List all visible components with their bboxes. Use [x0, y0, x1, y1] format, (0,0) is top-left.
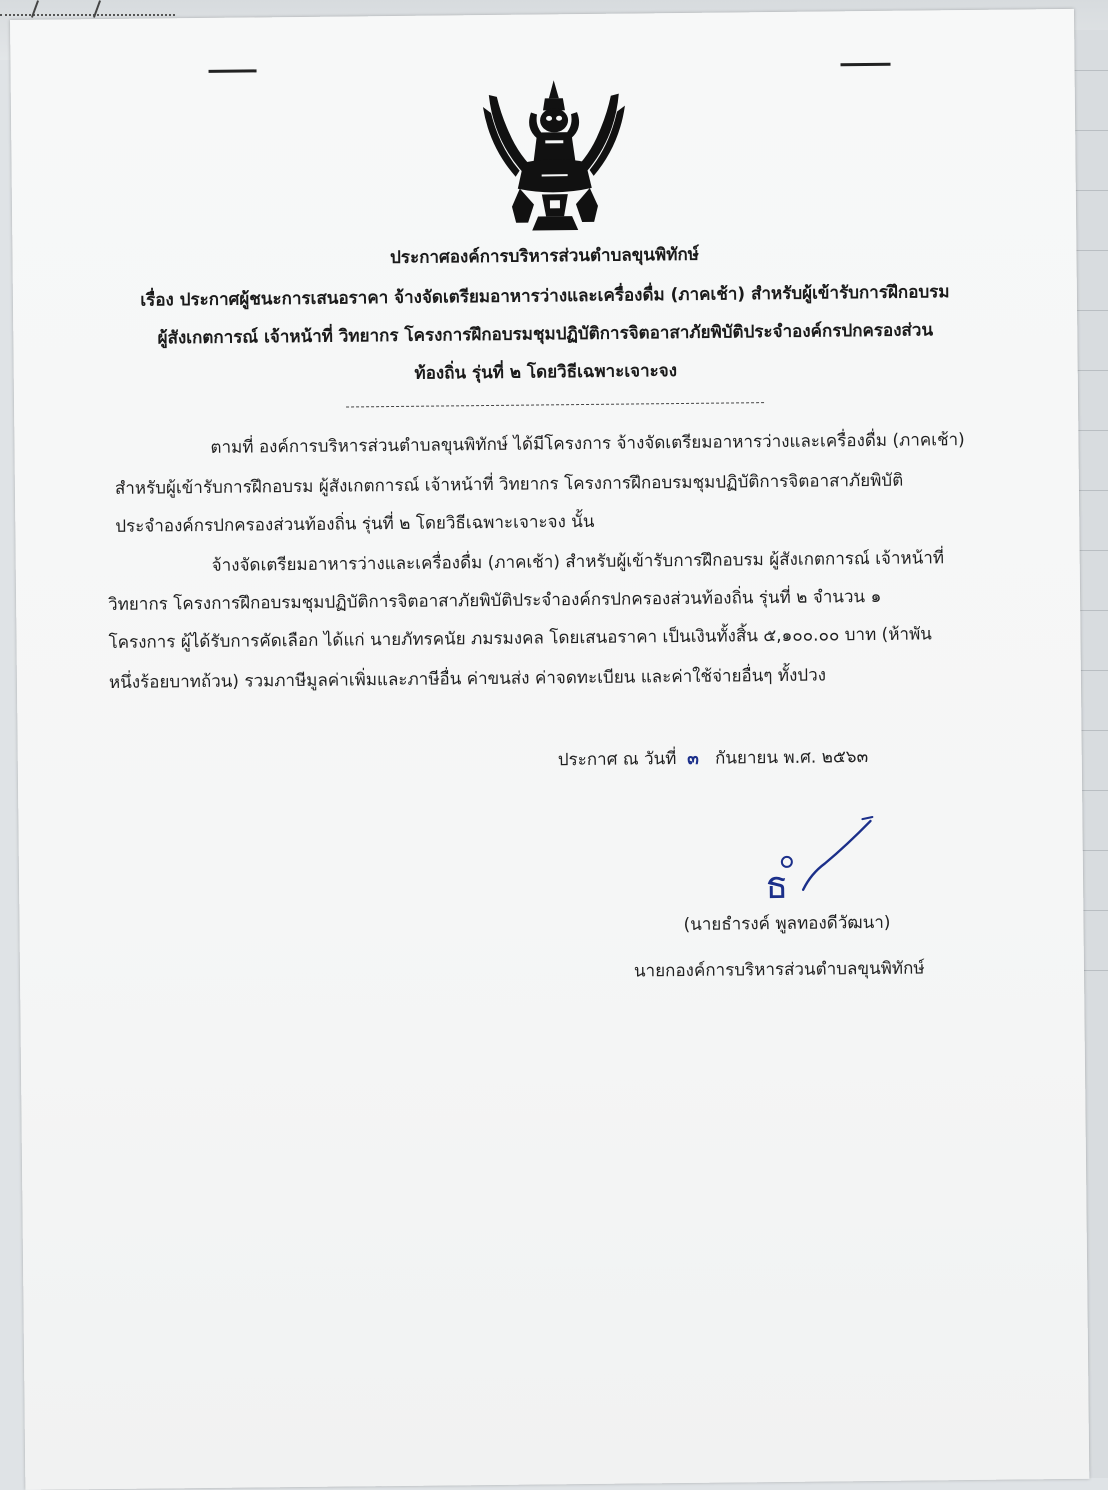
- underlying-dotted-line: [0, 0, 175, 16]
- announcement-header: ประกาศองค์การบริหารส่วนตำบลขุนพิทักษ์: [389, 244, 700, 269]
- signatory-position: นายกองค์การบริหารส่วนตำบลขุนพิทักษ์: [633, 958, 925, 982]
- paragraph2-line-2: วิทยากร โครงการฝึกอบรมชุมปฏิบัติการจิตอาสาภัยพิบัติประจำองค์กรปกครองส่วนท้องถิ่น รุ่นที่ ๒ จำนวน ๑: [108, 586, 882, 616]
- paragraph2-line-3: โครงการ ผู้ได้รับการคัดเลือก ได้แก่ นายภัทรคนัย ภมรมงคล โดยเสนอราคา เป็นเงินทั้งสิ้น ๕,๑๐๐.๐๐ บาท (ห้าพัน: [108, 624, 932, 654]
- announcement-date: [558, 743, 869, 773]
- separator-dashed-rule: [346, 402, 764, 408]
- date-month-year: กันยายน พ.ศ. ๒๕๖๓: [714, 747, 869, 769]
- subject-line-2: ผู้สังเกตการณ์ เจ้าหน้าที่ วิทยากร โครงการฝึกอบรมชุมปฏิบัติการจิตอาสาภัยพิบัติประจำองค์กรปกครองส่วน: [157, 320, 934, 349]
- date-prefix: ประกาศ ณ วันที่: [557, 749, 677, 771]
- garuda-emblem-icon: [479, 76, 631, 236]
- signature-initial: ธ: [764, 862, 789, 908]
- paragraph2-line-1: จ้างจัดเตรียมอาหารว่างและเครื่องดื่ม (ภาคเช้า) สำหรับผู้เข้ารับการฝึกอบรม ผู้สังเกตการณ์ เจ้าหน้าที่: [211, 548, 945, 576]
- paragraph1-line-3: ประจำองค์กรปกครองส่วนท้องถิ่น รุ่นที่ ๒ โดยวิธีเฉพาะเจาะจง นั้น: [115, 511, 595, 537]
- subject-line-1: เรื่อง ประกาศผู้ชนะการเสนอราคา จ้างจัดเตรียมอาหารว่างและเครื่องดื่ม (ภาคเช้า) สำหรับผู้เข้ารับการฝึกอบรม: [140, 282, 950, 311]
- paragraph1-line-2: สำหรับผู้เข้ารับการฝึกอบรม ผู้สังเกตการณ์ เจ้าหน้าที่ วิทยากร โครงการฝึกอบรมชุมปฏิบัติการจิตอาสาภัยพิบัติ: [114, 470, 904, 499]
- handwritten-signature: [750, 801, 881, 912]
- signatory-name: (นายธำรงค์ พูลทองดีวัฒนา): [683, 912, 891, 935]
- paragraph1-line-1: ตามที่ องค์การบริหารส่วนตำบลขุนพิทักษ์ ได้มีโครงการ จ้างจัดเตรียมอาหารว่างและเครื่องดื่ม (ภาคเช้า): [210, 430, 965, 458]
- announcement-page: [10, 9, 1089, 1490]
- paragraph2-line-4: หนึ่งร้อยบาทถ้วน) รวมภาษีมูลค่าเพิ่มและภาษีอื่น ค่าขนส่ง ค่าจดทะเบียน และค่าใช้จ่ายอื่นๆ ทั้งปวง: [108, 665, 827, 693]
- subject-line-3: ท้องถิ่น รุ่นที่ ๒ โดยวิธีเฉพาะเจาะจง: [414, 361, 678, 384]
- header-dash-left: [209, 69, 257, 73]
- header-dash-right: [840, 63, 890, 67]
- date-day: ๓: [687, 748, 699, 769]
